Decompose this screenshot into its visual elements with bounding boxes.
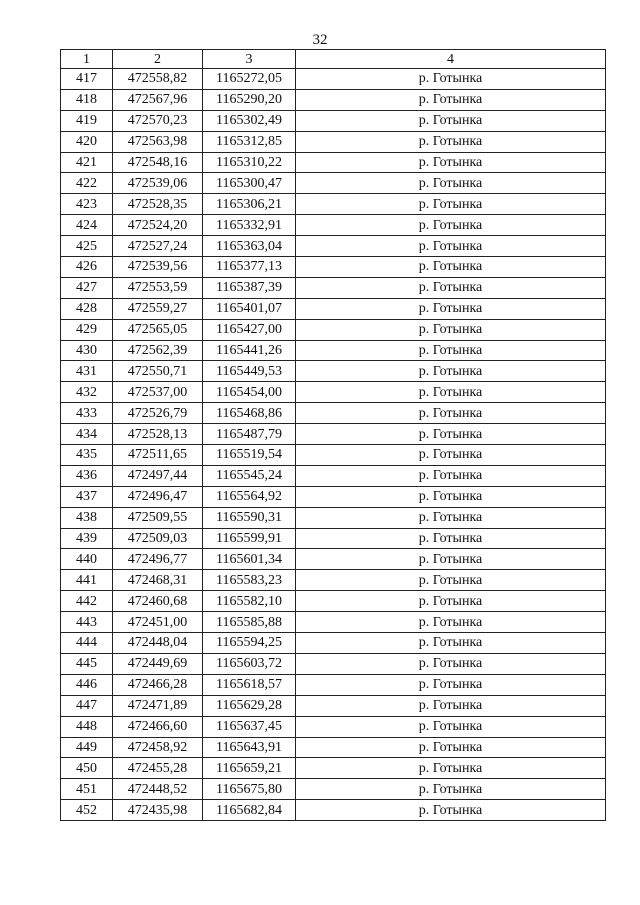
y-coordinate-cell: 1165583,23: [203, 570, 296, 591]
x-coordinate-cell: 472526,79: [113, 403, 203, 424]
x-coordinate-cell: 472451,00: [113, 612, 203, 633]
table-row: [61, 236, 606, 257]
point-number-cell: 425: [61, 236, 113, 257]
point-number-cell: 432: [61, 382, 113, 403]
table-row: [61, 89, 606, 110]
table-row: [61, 298, 606, 319]
y-coordinate-cell: 1165601,34: [203, 549, 296, 570]
x-coordinate-cell: 472528,35: [113, 194, 203, 215]
x-coordinate-cell: 472449,69: [113, 653, 203, 674]
point-number-cell: 437: [61, 486, 113, 507]
table-row: [61, 173, 606, 194]
point-number-cell: 443: [61, 612, 113, 633]
description-cell: р. Готынка: [296, 340, 606, 361]
table-row: [61, 570, 606, 591]
x-coordinate-cell: 472471,89: [113, 695, 203, 716]
table-row: [61, 758, 606, 779]
x-coordinate-cell: 472539,56: [113, 257, 203, 278]
table-body: [61, 69, 606, 821]
point-number-cell: 419: [61, 110, 113, 131]
table-row: [61, 653, 606, 674]
x-coordinate-cell: 472455,28: [113, 758, 203, 779]
description-cell: р. Готынка: [296, 591, 606, 612]
y-coordinate-cell: 1165582,10: [203, 591, 296, 612]
x-coordinate-cell: 472562,39: [113, 340, 203, 361]
point-number-cell: 427: [61, 277, 113, 298]
description-cell: р. Готынка: [296, 319, 606, 340]
table-row: [61, 674, 606, 695]
table-row: [61, 800, 606, 821]
y-coordinate-cell: 1165545,24: [203, 465, 296, 486]
point-number-cell: 442: [61, 591, 113, 612]
x-coordinate-cell: 472559,27: [113, 298, 203, 319]
point-number-cell: 448: [61, 716, 113, 737]
description-cell: р. Готынка: [296, 89, 606, 110]
point-number-cell: 446: [61, 674, 113, 695]
x-coordinate-cell: 472497,44: [113, 465, 203, 486]
description-cell: р. Готынка: [296, 528, 606, 549]
y-coordinate-cell: 1165377,13: [203, 257, 296, 278]
column-header-2: 2: [113, 50, 203, 69]
table-row: [61, 69, 606, 90]
point-number-cell: 420: [61, 131, 113, 152]
description-cell: р. Готынка: [296, 465, 606, 486]
y-coordinate-cell: 1165659,21: [203, 758, 296, 779]
description-cell: р. Готынка: [296, 653, 606, 674]
table-row: [61, 507, 606, 528]
y-coordinate-cell: 1165363,04: [203, 236, 296, 257]
x-coordinate-cell: 472563,98: [113, 131, 203, 152]
description-cell: р. Готынка: [296, 486, 606, 507]
table-row: [61, 340, 606, 361]
table-row: [61, 465, 606, 486]
table-row: [61, 194, 606, 215]
description-cell: р. Готынка: [296, 507, 606, 528]
y-coordinate-cell: 1165599,91: [203, 528, 296, 549]
y-coordinate-cell: 1165454,00: [203, 382, 296, 403]
table-row: [61, 486, 606, 507]
description-cell: р. Готынка: [296, 633, 606, 654]
description-cell: р. Готынка: [296, 131, 606, 152]
point-number-cell: 430: [61, 340, 113, 361]
table-row: [61, 424, 606, 445]
table-row: [61, 612, 606, 633]
y-coordinate-cell: 1165449,53: [203, 361, 296, 382]
x-coordinate-cell: 472458,92: [113, 737, 203, 758]
table-row: [61, 131, 606, 152]
y-coordinate-cell: 1165519,54: [203, 445, 296, 466]
point-number-cell: 418: [61, 89, 113, 110]
x-coordinate-cell: 472509,55: [113, 507, 203, 528]
x-coordinate-cell: 472550,71: [113, 361, 203, 382]
description-cell: р. Готынка: [296, 257, 606, 278]
point-number-cell: 434: [61, 424, 113, 445]
y-coordinate-cell: 1165590,31: [203, 507, 296, 528]
table-row: [61, 633, 606, 654]
x-coordinate-cell: 472537,00: [113, 382, 203, 403]
point-number-cell: 423: [61, 194, 113, 215]
description-cell: р. Готынка: [296, 110, 606, 131]
y-coordinate-cell: 1165401,07: [203, 298, 296, 319]
y-coordinate-cell: 1165603,72: [203, 653, 296, 674]
x-coordinate-cell: 472565,05: [113, 319, 203, 340]
table-header-row: [61, 50, 606, 69]
table-row: [61, 403, 606, 424]
x-coordinate-cell: 472468,31: [113, 570, 203, 591]
column-header-4: 4: [296, 50, 606, 69]
y-coordinate-cell: 1165675,80: [203, 779, 296, 800]
y-coordinate-cell: 1165564,92: [203, 486, 296, 507]
table-row: [61, 382, 606, 403]
point-number-cell: 424: [61, 215, 113, 236]
description-cell: р. Готынка: [296, 298, 606, 319]
description-cell: р. Готынка: [296, 236, 606, 257]
y-coordinate-cell: 1165312,85: [203, 131, 296, 152]
table-row: [61, 779, 606, 800]
table-row: [61, 152, 606, 173]
x-coordinate-cell: 472511,65: [113, 445, 203, 466]
y-coordinate-cell: 1165682,84: [203, 800, 296, 821]
description-cell: р. Готынка: [296, 716, 606, 737]
x-coordinate-cell: 472553,59: [113, 277, 203, 298]
x-coordinate-cell: 472496,47: [113, 486, 203, 507]
point-number-cell: 417: [61, 69, 113, 90]
x-coordinate-cell: 472539,06: [113, 173, 203, 194]
description-cell: р. Готынка: [296, 695, 606, 716]
description-cell: р. Готынка: [296, 612, 606, 633]
table-row: [61, 277, 606, 298]
table-row: [61, 528, 606, 549]
x-coordinate-cell: 472570,23: [113, 110, 203, 131]
x-coordinate-cell: 472548,16: [113, 152, 203, 173]
x-coordinate-cell: 472466,28: [113, 674, 203, 695]
point-number-cell: 435: [61, 445, 113, 466]
table-row: [61, 257, 606, 278]
x-coordinate-cell: 472558,82: [113, 69, 203, 90]
y-coordinate-cell: 1165618,57: [203, 674, 296, 695]
point-number-cell: 429: [61, 319, 113, 340]
description-cell: р. Готынка: [296, 403, 606, 424]
description-cell: р. Готынка: [296, 674, 606, 695]
y-coordinate-cell: 1165487,79: [203, 424, 296, 445]
point-number-cell: 447: [61, 695, 113, 716]
table-row: [61, 737, 606, 758]
point-number-cell: 436: [61, 465, 113, 486]
x-coordinate-cell: 472448,52: [113, 779, 203, 800]
x-coordinate-cell: 472466,60: [113, 716, 203, 737]
point-number-cell: 451: [61, 779, 113, 800]
description-cell: р. Готынка: [296, 570, 606, 591]
description-cell: р. Готынка: [296, 424, 606, 445]
description-cell: р. Готынка: [296, 549, 606, 570]
column-header-1: 1: [61, 50, 113, 69]
description-cell: р. Готынка: [296, 445, 606, 466]
y-coordinate-cell: 1165441,26: [203, 340, 296, 361]
description-cell: р. Готынка: [296, 69, 606, 90]
y-coordinate-cell: 1165427,00: [203, 319, 296, 340]
point-number-cell: 422: [61, 173, 113, 194]
point-number-cell: 426: [61, 257, 113, 278]
description-cell: р. Готынка: [296, 737, 606, 758]
point-number-cell: 440: [61, 549, 113, 570]
y-coordinate-cell: 1165332,91: [203, 215, 296, 236]
description-cell: р. Готынка: [296, 152, 606, 173]
description-cell: р. Готынка: [296, 194, 606, 215]
table-row: [61, 716, 606, 737]
point-number-cell: 441: [61, 570, 113, 591]
description-cell: р. Готынка: [296, 382, 606, 403]
y-coordinate-cell: 1165468,86: [203, 403, 296, 424]
table-row: [61, 215, 606, 236]
table-row: [61, 695, 606, 716]
table-row: [61, 549, 606, 570]
point-number-cell: 445: [61, 653, 113, 674]
point-number-cell: 452: [61, 800, 113, 821]
point-number-cell: 438: [61, 507, 113, 528]
x-coordinate-cell: 472448,04: [113, 633, 203, 654]
y-coordinate-cell: 1165387,39: [203, 277, 296, 298]
table-row: [61, 110, 606, 131]
point-number-cell: 439: [61, 528, 113, 549]
y-coordinate-cell: 1165594,25: [203, 633, 296, 654]
y-coordinate-cell: 1165302,49: [203, 110, 296, 131]
y-coordinate-cell: 1165272,05: [203, 69, 296, 90]
y-coordinate-cell: 1165290,20: [203, 89, 296, 110]
y-coordinate-cell: 1165629,28: [203, 695, 296, 716]
x-coordinate-cell: 472460,68: [113, 591, 203, 612]
table-row: [61, 361, 606, 382]
description-cell: р. Готынка: [296, 800, 606, 821]
x-coordinate-cell: 472496,77: [113, 549, 203, 570]
x-coordinate-cell: 472528,13: [113, 424, 203, 445]
x-coordinate-cell: 472435,98: [113, 800, 203, 821]
point-number-cell: 431: [61, 361, 113, 382]
point-number-cell: 433: [61, 403, 113, 424]
point-number-cell: 421: [61, 152, 113, 173]
point-number-cell: 449: [61, 737, 113, 758]
description-cell: р. Готынка: [296, 779, 606, 800]
point-number-cell: 444: [61, 633, 113, 654]
point-number-cell: 450: [61, 758, 113, 779]
y-coordinate-cell: 1165585,88: [203, 612, 296, 633]
description-cell: р. Готынка: [296, 361, 606, 382]
description-cell: р. Готынка: [296, 758, 606, 779]
point-number-cell: 428: [61, 298, 113, 319]
coordinates-table: [60, 49, 606, 821]
description-cell: р. Готынка: [296, 277, 606, 298]
x-coordinate-cell: 472527,24: [113, 236, 203, 257]
description-cell: р. Готынка: [296, 215, 606, 236]
table-row: [61, 445, 606, 466]
x-coordinate-cell: 472567,96: [113, 89, 203, 110]
y-coordinate-cell: 1165637,45: [203, 716, 296, 737]
column-header-3: 3: [203, 50, 296, 69]
x-coordinate-cell: 472524,20: [113, 215, 203, 236]
y-coordinate-cell: 1165643,91: [203, 737, 296, 758]
table-row: [61, 591, 606, 612]
description-cell: р. Готынка: [296, 173, 606, 194]
y-coordinate-cell: 1165306,21: [203, 194, 296, 215]
y-coordinate-cell: 1165300,47: [203, 173, 296, 194]
y-coordinate-cell: 1165310,22: [203, 152, 296, 173]
x-coordinate-cell: 472509,03: [113, 528, 203, 549]
page-number: 32: [312, 32, 328, 48]
table-row: [61, 319, 606, 340]
